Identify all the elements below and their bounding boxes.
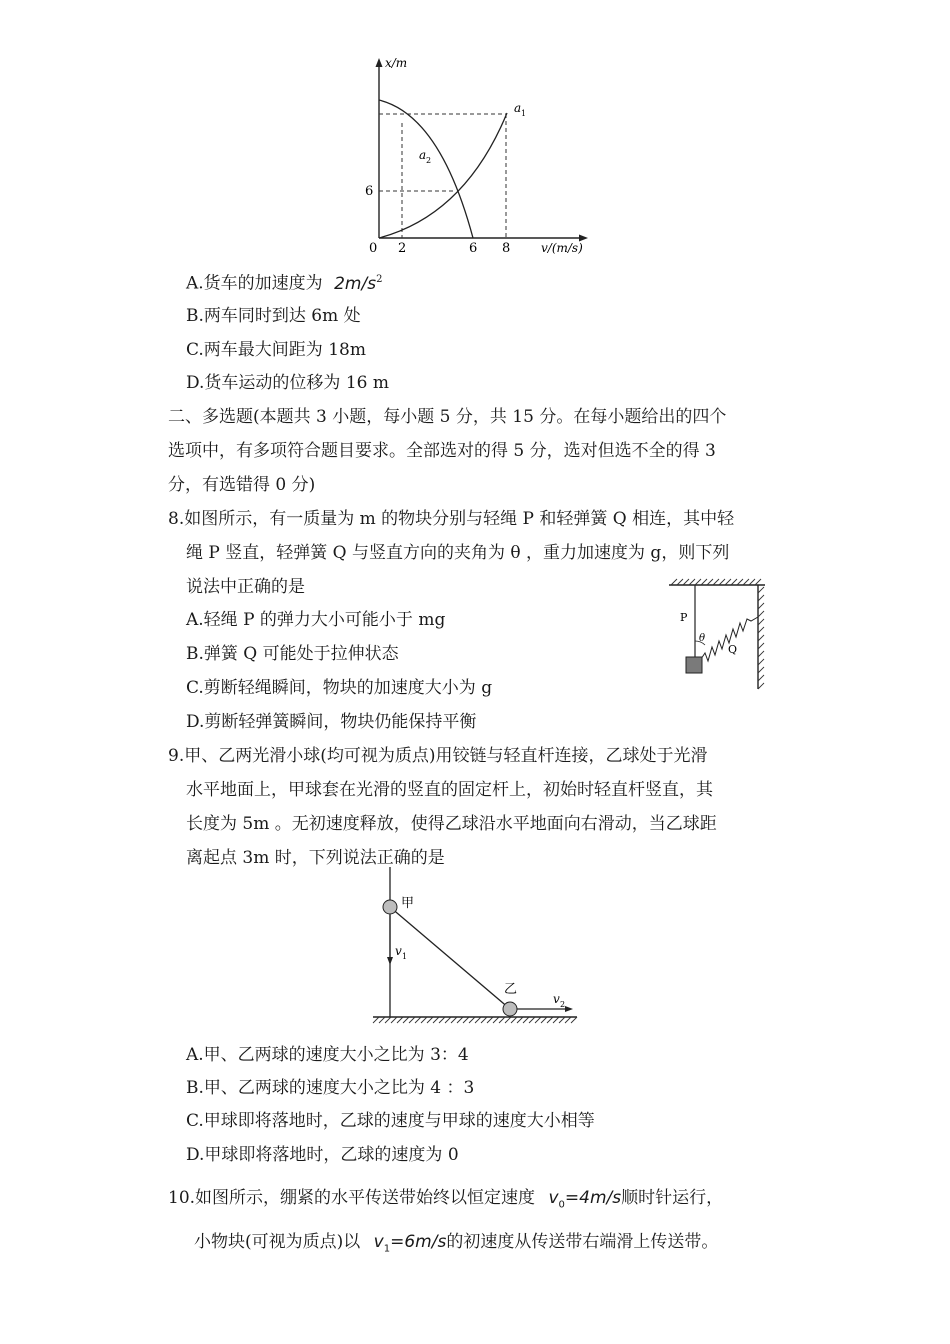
curve-a1-label: a — [514, 101, 522, 115]
curve-a1-subscript: 1 — [521, 109, 527, 118]
q10-v1-symbol: v — [373, 1232, 384, 1252]
q9-option-c: C.甲球即将落地时，乙球的速度与甲球的速度大小相等 — [186, 1111, 595, 1131]
label-yi: 乙 — [504, 982, 518, 997]
section2-line2: 选项中，有多项符合题目要求。全部选对的得 5 分，选对但选不全的得 3 — [168, 441, 716, 461]
y-tick-6: 6 — [365, 184, 374, 199]
q9-stem-line1: 9.甲、乙两光滑小球(均可视为质点)用铰链与轻直杆连接，乙球处于光滑 — [168, 746, 708, 766]
section2-line3: 分，有选错得 0 分) — [168, 475, 316, 495]
q9-stem-line3: 长度为 5m 。无初速度释放，使得乙球沿水平地面向右滑动，当乙球距 — [186, 814, 717, 834]
label-v2-subscript: 2 — [560, 1000, 566, 1009]
q8-stem-line1: 8.如图所示，有一质量为 m 的物块分别与轻绳 P 和轻弹簧 Q 相连，其中轻 — [168, 509, 735, 529]
label-v1: v — [395, 944, 402, 958]
label-v2: v — [553, 992, 560, 1006]
block — [686, 657, 702, 673]
q10-v0-symbol: v — [548, 1188, 559, 1208]
q7-option-a-exponent: 2 — [376, 274, 383, 285]
arrow-v2-head — [565, 1006, 573, 1012]
q9-rod-balls-figure — [365, 865, 585, 1030]
x-tick-0: 0 — [369, 241, 378, 256]
q8-option-d: D.剪断轻弹簧瞬间，物块仍能保持平衡 — [186, 712, 477, 732]
label-v1-subscript: 1 — [402, 952, 408, 961]
q7-option-a-formula: 2m/s — [334, 273, 377, 294]
q8-rope-spring-figure — [665, 575, 775, 693]
q10-stem-line1 — [168, 1186, 723, 1217]
q10-v0-formula — [548, 1188, 622, 1211]
q8-stem-line2: 绳 P 竖直，轻弹簧 Q 与竖直方向的夹角为 θ ，重力加速度为 g，则下列 — [186, 543, 730, 563]
q10-v1-formula — [373, 1232, 447, 1255]
q10-v0-value: =4m/s — [564, 1188, 622, 1208]
x-tick-6: 6 — [469, 241, 478, 256]
curve-a1 — [379, 113, 507, 238]
q9-option-d: D.甲球即将落地时，乙球的速度为 0 — [186, 1145, 459, 1165]
q10-v0-subscript: 0 — [558, 1199, 565, 1211]
q7-option-c: C.两车最大间距为 18m — [186, 340, 366, 360]
y-axis-label: x/m — [385, 56, 408, 70]
q10-line2-suffix: 的初速度从传送带右端滑上传送带。 — [446, 1232, 719, 1252]
q7-option-a — [186, 268, 382, 296]
x-tick-8: 8 — [502, 241, 511, 256]
q8-stem-line3: 说法中正确的是 — [186, 577, 305, 597]
label-jia: 甲 — [401, 896, 415, 911]
q9-option-b: B.甲、乙两球的速度大小之比为 4 ：3 — [186, 1078, 475, 1098]
q10-v1-value: =6m/s — [390, 1232, 447, 1252]
q8-option-a: A.轻绳 P 的弹力大小可能小于 mg — [186, 610, 446, 630]
q8-option-c: C.剪断轻绳瞬间，物块的加速度大小为 g — [186, 678, 493, 698]
arrow-v1-head — [387, 957, 393, 965]
q7-option-b: B.两车同时到达 6m 处 — [186, 306, 361, 326]
q10-line1-suffix: 顺时针运行， — [621, 1188, 724, 1208]
x-v-graph — [355, 55, 595, 260]
x-tick-2: 2 — [398, 241, 407, 256]
q9-option-a: A.甲、乙两球的速度大小之比为 3：4 — [186, 1045, 469, 1065]
ball-jia — [383, 900, 397, 914]
label-theta: θ — [699, 633, 706, 644]
q10-line1-prefix: 10.如图所示，绷紧的水平传送带始终以恒定速度 — [168, 1188, 536, 1208]
label-p: P — [680, 611, 688, 624]
y-axis-arrow — [376, 58, 383, 67]
section2-line1: 二、多选题(本题共 3 小题，每小题 5 分，共 15 分。在每小题给出的四个 — [168, 407, 727, 427]
label-q: Q — [728, 643, 738, 656]
curve-a2-subscript: 2 — [426, 156, 432, 165]
ball-yi — [503, 1002, 517, 1016]
q9-stem-line2: 水平地面上，甲球套在光滑的竖直的固定杆上，初始时轻直杆竖直，其 — [186, 780, 713, 800]
light-rod — [390, 907, 510, 1009]
q10-v1-subscript: 1 — [383, 1243, 391, 1255]
q7-option-a-text: A.货车的加速度为 — [186, 273, 323, 294]
q7-option-d: D.货车运动的位移为 16 m — [186, 373, 389, 393]
q9-stem-line4: 离起点 3m 时，下列说法正确的是 — [186, 848, 445, 868]
q10-line2-prefix: 小物块(可视为质点)以 — [194, 1232, 361, 1252]
x-axis-label: v/(m/s) — [541, 241, 583, 255]
q10-stem-line2 — [194, 1230, 718, 1261]
curve-a2-label: a — [419, 148, 427, 162]
q8-option-b: B.弹簧 Q 可能处于拉伸状态 — [186, 644, 399, 664]
